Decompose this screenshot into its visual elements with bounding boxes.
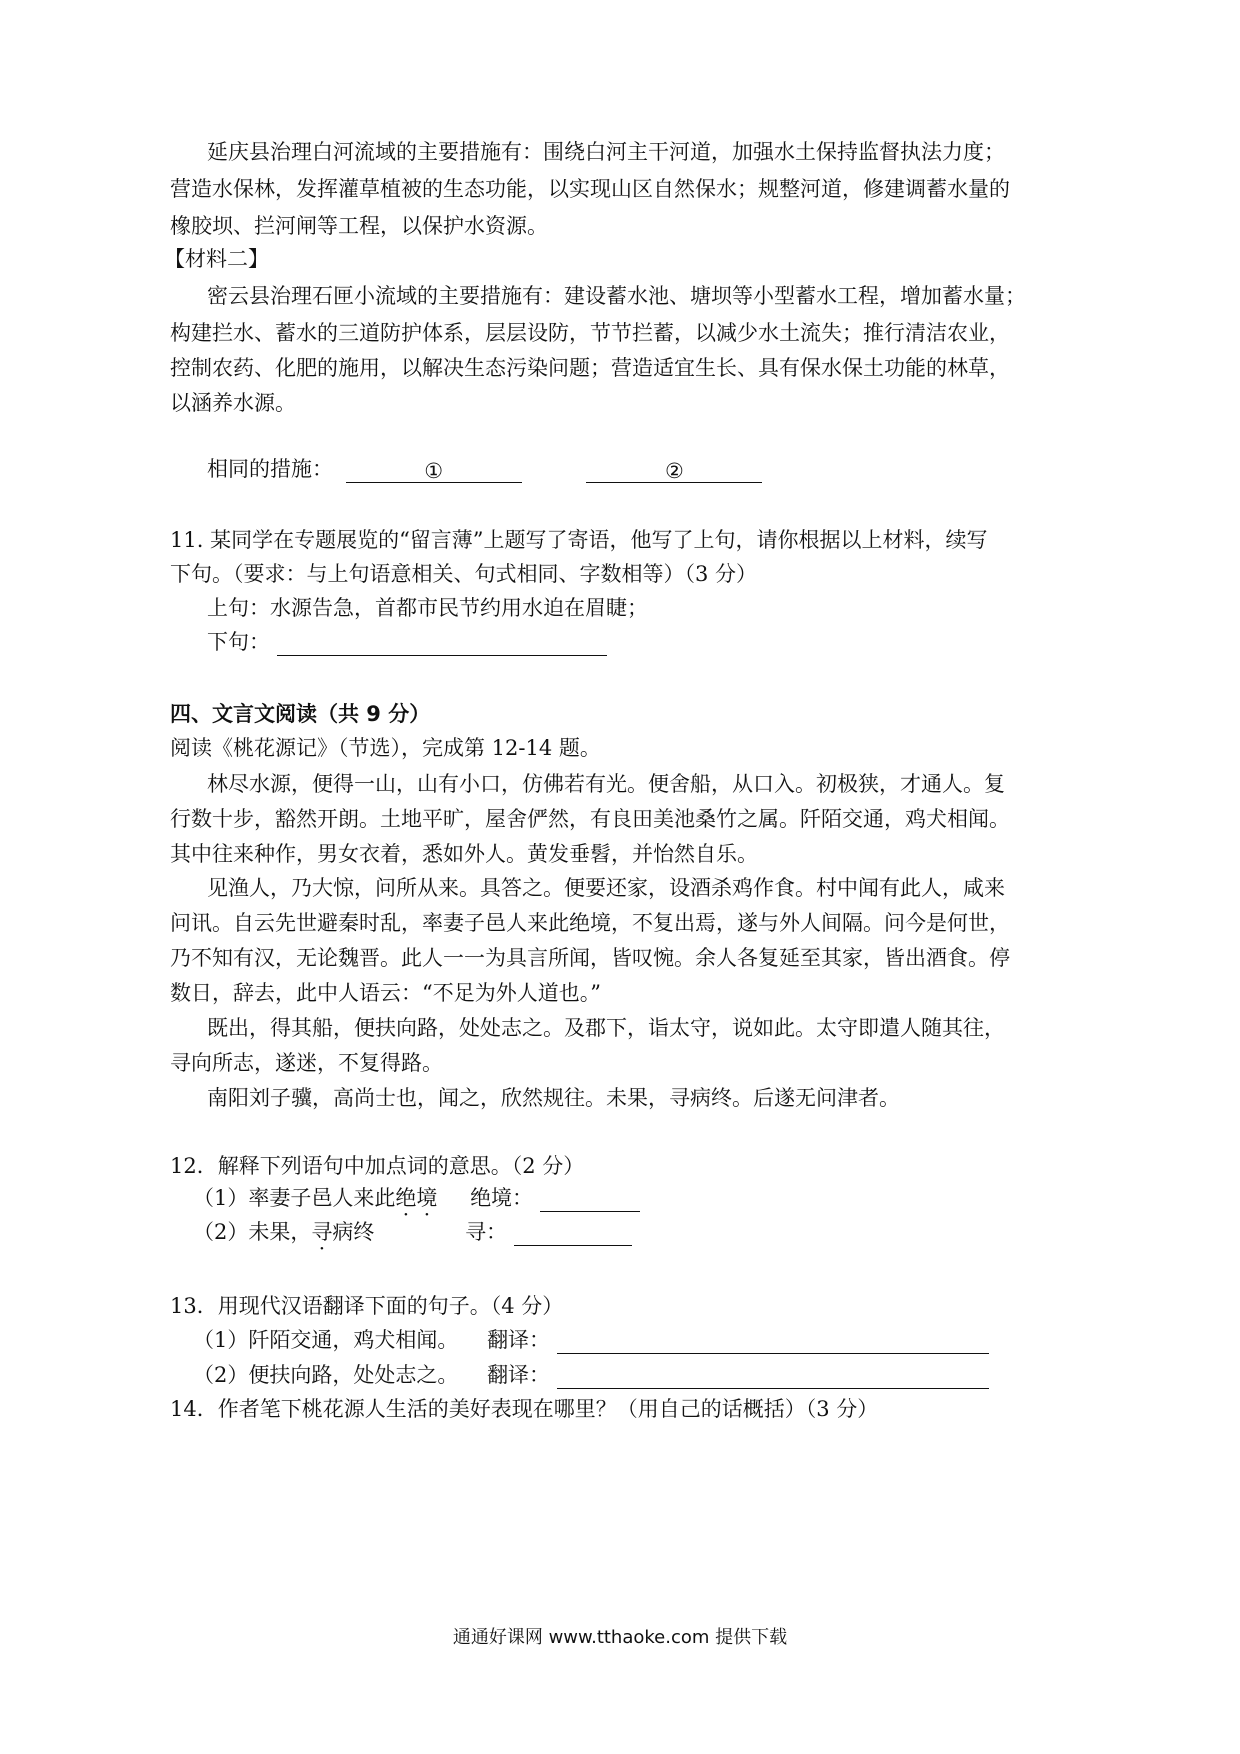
para1-line-3: 其中往来种作，男女衣着，悉如外人。黄发垂髫，并怡然自乐。 <box>170 842 758 866</box>
q12-item2-suffix: 病终 <box>332 1220 375 1244</box>
q12-item-1 <box>193 1184 640 1212</box>
para4-line-1: 南阳刘子骥，高尚士也，闻之，欣然规往。未果，寻病终。后遂无问津者。 <box>207 1086 900 1110</box>
q11-line-2: 下句。（要求：与上句语意相关、句式相同、字数相等）（3 分） <box>170 562 758 586</box>
section4-title: 四、文言文阅读（共 9 分） <box>170 702 431 726</box>
dotted-word-jue: 绝 <box>395 1186 417 1210</box>
para3-line-2: 寻向所志，遂迷，不复得路。 <box>170 1051 443 1075</box>
same-measures-label: 相同的措施： <box>207 457 333 481</box>
material2-line-1: 密云县治理石匣小流域的主要措施有：建设蓄水池、塘坝等小型蓄水工程，增加蓄水量； <box>207 284 1026 308</box>
q11-line-1: 11. 某同学在专题展览的“留言薄”上题写了寄语，他写了上句，请你根据以上材料，续写 <box>170 528 988 552</box>
q13-title: 13．用现代汉语翻译下面的句子。（4 分） <box>170 1294 564 1318</box>
q12-item1-blank[interactable] <box>540 1189 640 1212</box>
para2-line-1: 见渔人，乃大惊，问所从来。具答之。便要还家，设酒杀鸡作食。村中闻有此人，咸来 <box>207 876 1005 900</box>
same-measures-row <box>207 455 762 483</box>
q12-item1-prefix: （1）率妻子邑人来此 <box>193 1186 396 1210</box>
para2-line-2: 问讯。自云先世避秦时乱，率妻子邑人来此绝境，不复出焉，遂与外人间隔。问今是何世， <box>170 911 1010 935</box>
q11-upper-sentence: 上句：水源告急，首都市民节约用水迫在眉睫； <box>207 596 648 620</box>
q13-item-2 <box>193 1361 989 1389</box>
q11-answer-blank[interactable] <box>277 633 607 656</box>
para1-line-1: 林尽水源，便得一山，山有小口，仿佛若有光。便舍船，从口入。初极狭，才通人。复 <box>207 772 1005 796</box>
q12-item-2 <box>193 1218 632 1246</box>
section4-intro: 阅读《桃花源记》（节选），完成第 12-14 题。 <box>170 736 601 760</box>
measure-blank-1[interactable]: ① <box>346 460 522 483</box>
q13-item1-label: 翻译： <box>487 1328 551 1352</box>
material2-line-3: 控制农药、化肥的施用，以解决生态污染问题；营造适宜生长、具有保水保土功能的林草， <box>170 356 1010 380</box>
dotted-word-xun: 寻 <box>311 1220 333 1244</box>
passage1-line-3: 橡胶坝、拦河闸等工程，以保护水资源。 <box>170 214 548 238</box>
q12-item1-label: 绝境： <box>470 1186 534 1210</box>
q13-item1-text: （1）阡陌交通，鸡犬相闻。 <box>193 1328 459 1352</box>
para3-line-1: 既出，得其船，便扶向路，处处志之。及郡下，诣太守，说如此。太守即遣人随其往， <box>207 1016 1005 1040</box>
material2-heading: 【材料二】 <box>164 247 269 271</box>
dotted-word-jing: 境 <box>416 1186 438 1210</box>
q13-item2-blank[interactable] <box>557 1366 989 1389</box>
passage1-line-2: 营造水保林，发挥灌草植被的生态功能，以实现山区自然保水；规整河道，修建调蓄水量的 <box>170 177 1010 201</box>
q13-item2-label: 翻译： <box>487 1363 551 1387</box>
measure-blank-2[interactable]: ② <box>586 460 762 483</box>
para2-line-4: 数日，辞去，此中人语云：“不足为外人道也。” <box>170 981 601 1005</box>
q14-title: 14．作者笔下桃花源人生活的美好表现在哪里？（用自己的话概括）（3 分） <box>170 1397 879 1421</box>
q12-item2-label: 寻： <box>465 1220 508 1244</box>
q12-item2-prefix: （2）未果， <box>193 1220 312 1244</box>
q12-item2-blank[interactable] <box>514 1223 632 1246</box>
para1-line-2: 行数十步，豁然开朗。土地平旷，屋舍俨然，有良田美池桑竹之属。阡陌交通，鸡犬相闻。 <box>170 807 1010 831</box>
q13-item2-text: （2）便扶向路，处处志之。 <box>193 1363 459 1387</box>
q11-lower-label: 下句： <box>207 630 270 654</box>
para2-line-3: 乃不知有汉，无论魏晋。此人一一为具言所闻，皆叹惋。余人各复延至其家，皆出酒食。停 <box>170 946 1010 970</box>
q12-title: 12．解释下列语句中加点词的意思。（2 分） <box>170 1154 585 1178</box>
material2-line-4: 以涵养水源。 <box>170 391 296 415</box>
q13-item1-blank[interactable] <box>557 1331 989 1354</box>
q13-item-1 <box>193 1326 989 1354</box>
passage1-line-1: 延庆县治理白河流域的主要措施有：围绕白河主干河道，加强水土保持监督执法力度； <box>207 140 1005 164</box>
page-footer: 通通好课网 www.tthaoke.com 提供下载 <box>452 1627 788 1648</box>
material2-line-2: 构建拦水、蓄水的三道防护体系，层层设防，节节拦蓄，以减少水土流失；推行清洁农业， <box>170 321 1010 345</box>
q11-lower-row <box>207 628 607 656</box>
